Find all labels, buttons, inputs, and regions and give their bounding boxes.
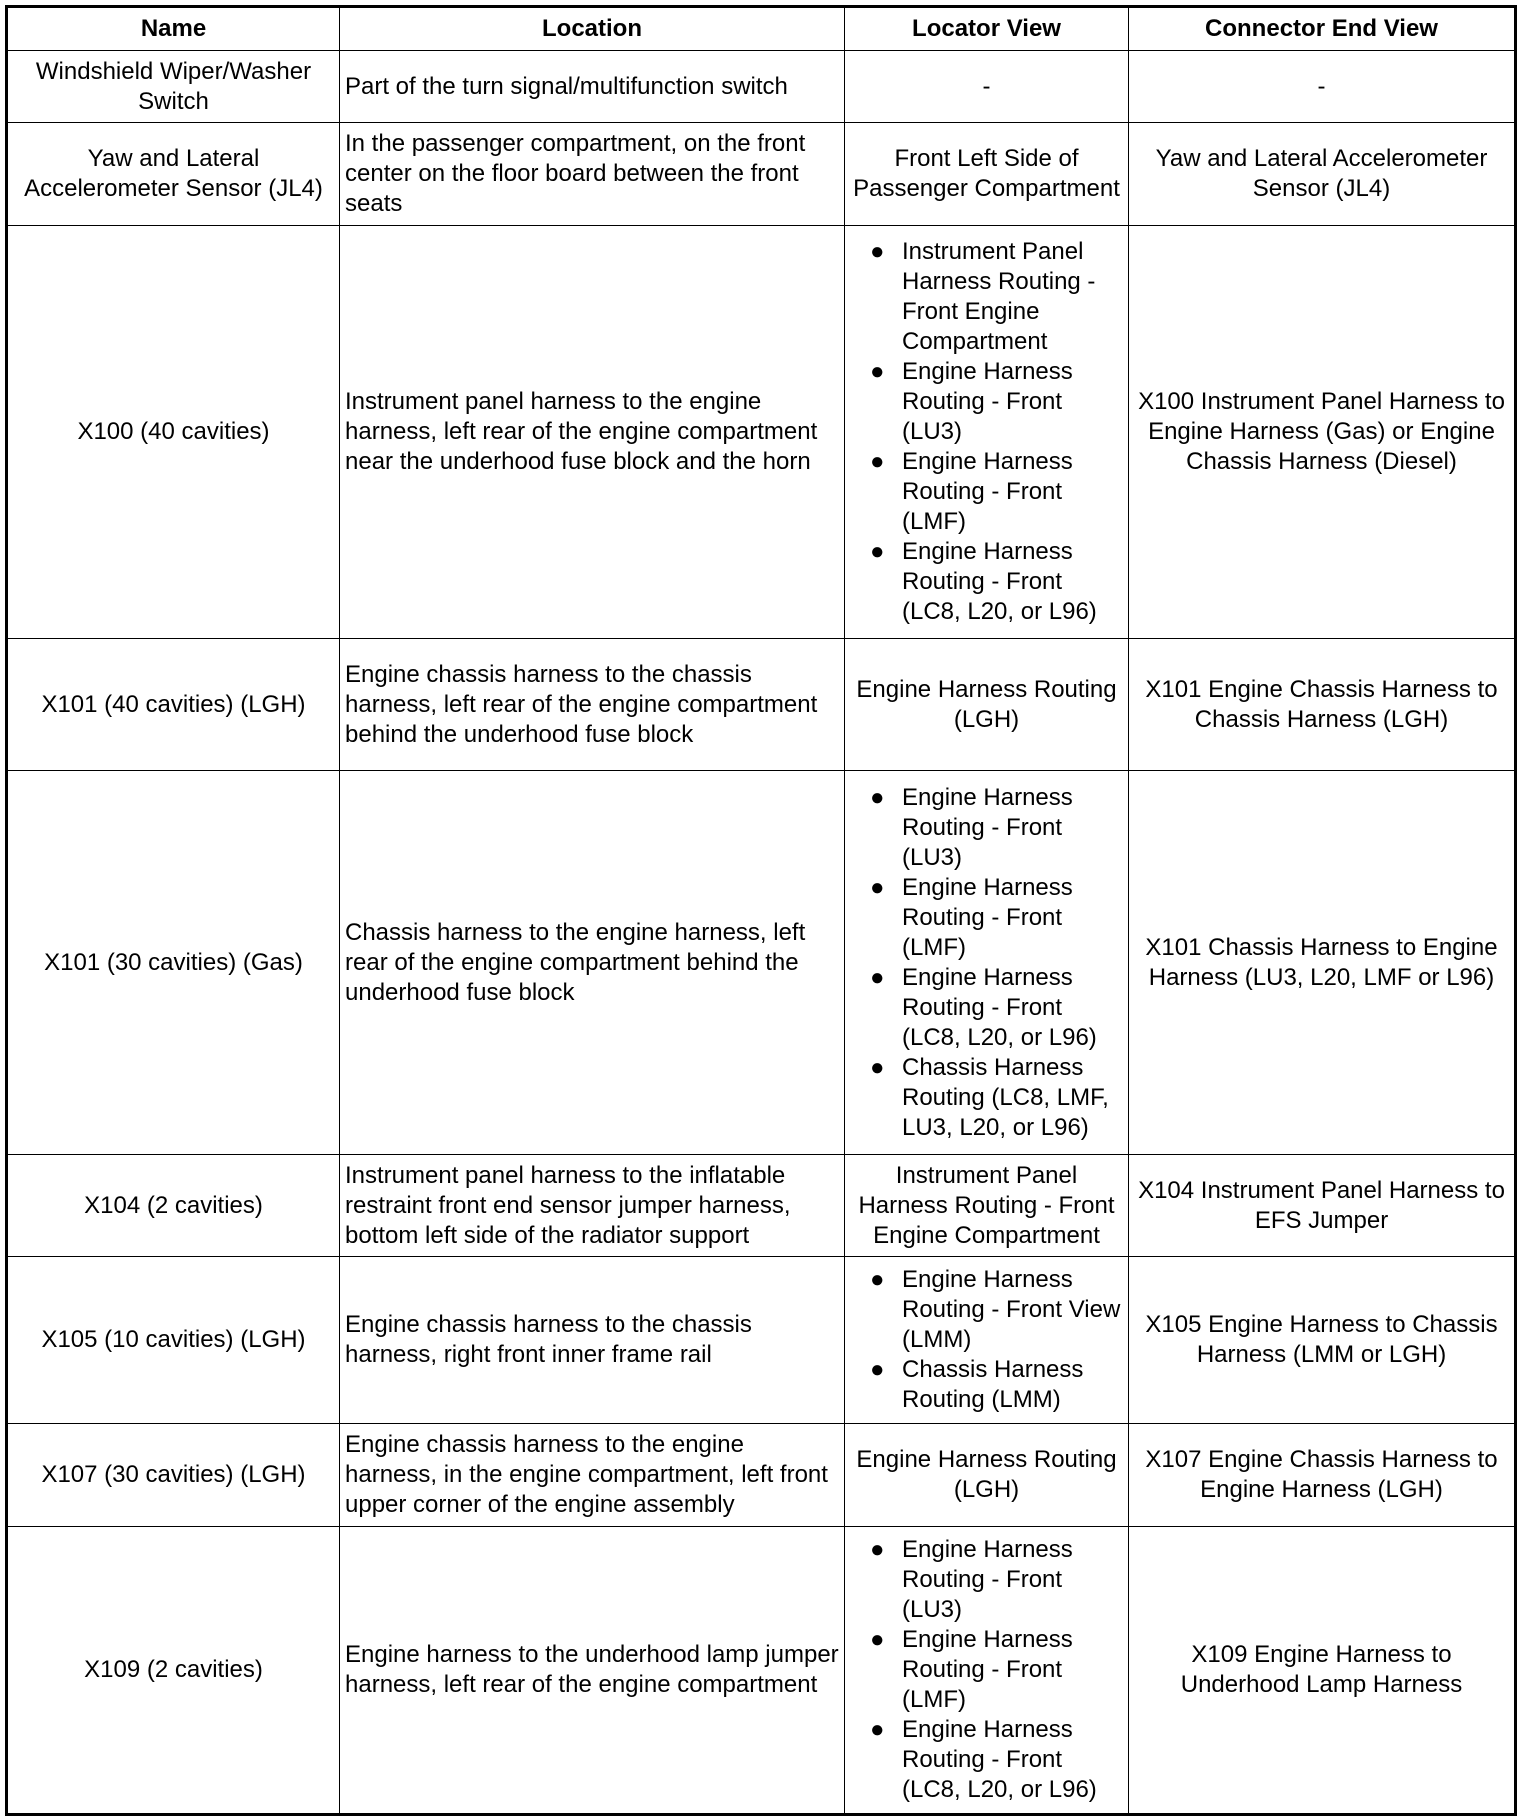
bullet-icon: ● <box>870 538 885 565</box>
locator-list-item <box>870 963 1123 1053</box>
locator-list-item <box>870 1355 1123 1415</box>
connector-end-view-cell: X109 Engine Harness to Underhood Lamp Harness <box>1129 1527 1516 1815</box>
location-cell: Instrument panel harness to the inflatable restraint front end sensor jumper harness, bottom left side of the radiator support <box>340 1155 845 1257</box>
locator-list <box>850 1265 1123 1415</box>
locator-list-item <box>870 447 1123 537</box>
locator-view-cell: Engine Harness Routing (LGH) <box>845 639 1129 771</box>
locator-view-cell: - <box>845 51 1129 123</box>
name-cell: X109 (2 cavities) <box>7 1527 340 1815</box>
table-row <box>7 51 1516 123</box>
location-cell: Instrument panel harness to the engine harness, left rear of the engine compartment near the underhood fuse block and the horn <box>340 226 845 639</box>
locator-text: Engine Harness Routing - Front (LU3) <box>902 1536 1073 1623</box>
locator-list-item <box>870 783 1123 873</box>
bullet-icon: ● <box>870 783 885 811</box>
bullet-icon: ● <box>870 1626 885 1653</box>
location-cell: Engine chassis harness to the engine harness, in the engine compartment, left front upper corner of the engine assembly <box>340 1424 845 1527</box>
connector-end-view-cell: X104 Instrument Panel Harness to EFS Jumper <box>1129 1155 1516 1257</box>
locator-text: Engine Harness Routing - Front (LU3) <box>902 358 1073 445</box>
locator-list <box>850 783 1123 1143</box>
connector-end-view-cell: X101 Chassis Harness to Engine Harness (LU3, L20, LMF or L96) <box>1129 771 1516 1155</box>
connector-table <box>5 5 1517 1816</box>
locator-text: Engine Harness Routing - Front (LMF) <box>902 448 1073 535</box>
location-cell: Engine chassis harness to the chassis harness, left rear of the engine compartment behind the underhood fuse block <box>340 639 845 771</box>
locator-list-item <box>870 1625 1123 1715</box>
table-row <box>7 123 1516 226</box>
connector-end-view-cell: X101 Engine Chassis Harness to Chassis Harness (LGH) <box>1129 639 1516 771</box>
locator-view-cell: Engine Harness Routing (LGH) <box>845 1424 1129 1527</box>
locator-list-item <box>870 1535 1123 1625</box>
header-location: Location <box>340 7 845 51</box>
name-cell: X100 (40 cavities) <box>7 226 340 639</box>
locator-text: Instrument Panel Harness Routing - Front Engine Compartment <box>902 238 1096 355</box>
table-row <box>7 1155 1516 1257</box>
locator-view-cell <box>845 1257 1129 1424</box>
locator-list-item <box>870 237 1123 357</box>
connector-end-view-cell: - <box>1129 51 1516 123</box>
locator-list <box>850 1535 1123 1805</box>
header-connector-end-view: Connector End View <box>1129 7 1516 51</box>
bullet-icon: ● <box>870 1716 885 1743</box>
locator-list-item <box>870 873 1123 963</box>
bullet-icon: ● <box>870 1053 885 1081</box>
connector-end-view-cell: Yaw and Lateral Accelerometer Sensor (JL4) <box>1129 123 1516 226</box>
connector-end-view-cell: X107 Engine Chassis Harness to Engine Harness (LGH) <box>1129 1424 1516 1527</box>
locator-list-item <box>870 1715 1123 1805</box>
locator-view-cell <box>845 771 1129 1155</box>
bullet-icon: ● <box>870 1356 885 1383</box>
table-row <box>7 771 1516 1155</box>
header-name: Name <box>7 7 340 51</box>
table-row <box>7 1527 1516 1815</box>
locator-list-item <box>870 357 1123 447</box>
locator-text: Chassis Harness Routing (LC8, LMF, LU3, L20, or L96) <box>902 1053 1109 1141</box>
locator-view-cell <box>845 226 1129 639</box>
bullet-icon: ● <box>870 448 885 475</box>
name-cell: X104 (2 cavities) <box>7 1155 340 1257</box>
location-cell: Part of the turn signal/multifunction switch <box>340 51 845 123</box>
bullet-icon: ● <box>870 1536 885 1563</box>
table-row <box>7 1257 1516 1424</box>
locator-text: Engine Harness Routing - Front View (LMM) <box>902 1266 1121 1353</box>
locator-view-cell: Instrument Panel Harness Routing - Front Engine Compartment <box>845 1155 1129 1257</box>
bullet-icon: ● <box>870 358 885 385</box>
locator-view-cell <box>845 1527 1129 1815</box>
name-cell: X105 (10 cavities) (LGH) <box>7 1257 340 1424</box>
name-cell: X101 (30 cavities) (Gas) <box>7 771 340 1155</box>
locator-text: Engine Harness Routing - Front (LMF) <box>902 873 1073 961</box>
table-row <box>7 1424 1516 1527</box>
bullet-icon: ● <box>870 873 885 901</box>
bullet-icon: ● <box>870 238 885 265</box>
locator-text: Chassis Harness Routing (LMM) <box>902 1356 1084 1413</box>
name-cell: X107 (30 cavities) (LGH) <box>7 1424 340 1527</box>
location-cell: Engine chassis harness to the chassis harness, right front inner frame rail <box>340 1257 845 1424</box>
locator-list <box>850 237 1123 627</box>
bullet-icon: ● <box>870 963 885 991</box>
locator-text: Engine Harness Routing - Front (LMF) <box>902 1626 1073 1713</box>
connector-end-view-cell: X100 Instrument Panel Harness to Engine Harness (Gas) or Engine Chassis Harness (Diesel) <box>1129 226 1516 639</box>
locator-view-cell: Front Left Side of Passenger Compartment <box>845 123 1129 226</box>
locator-list-item <box>870 537 1123 627</box>
header-row <box>7 7 1516 51</box>
locator-list-item <box>870 1265 1123 1355</box>
name-cell: X101 (40 cavities) (LGH) <box>7 639 340 771</box>
locator-text: Engine Harness Routing - Front (LC8, L20, or L96) <box>902 1716 1097 1803</box>
name-cell: Windshield Wiper/Washer Switch <box>7 51 340 123</box>
locator-list-item <box>870 1053 1123 1143</box>
bullet-icon: ● <box>870 1266 885 1293</box>
name-cell: Yaw and Lateral Accelerometer Sensor (JL4) <box>7 123 340 226</box>
location-cell: Chassis harness to the engine harness, left rear of the engine compartment behind the underhood fuse block <box>340 771 845 1155</box>
locator-text: Engine Harness Routing - Front (LC8, L20, or L96) <box>902 963 1097 1051</box>
table-row <box>7 639 1516 771</box>
location-cell: In the passenger compartment, on the front center on the floor board between the front seats <box>340 123 845 226</box>
location-cell: Engine harness to the underhood lamp jumper harness, left rear of the engine compartment <box>340 1527 845 1815</box>
locator-text: Engine Harness Routing - Front (LC8, L20, or L96) <box>902 538 1097 625</box>
header-locator-view: Locator View <box>845 7 1129 51</box>
table-row <box>7 226 1516 639</box>
connector-end-view-cell: X105 Engine Harness to Chassis Harness (LMM or LGH) <box>1129 1257 1516 1424</box>
locator-text: Engine Harness Routing - Front (LU3) <box>902 783 1073 871</box>
